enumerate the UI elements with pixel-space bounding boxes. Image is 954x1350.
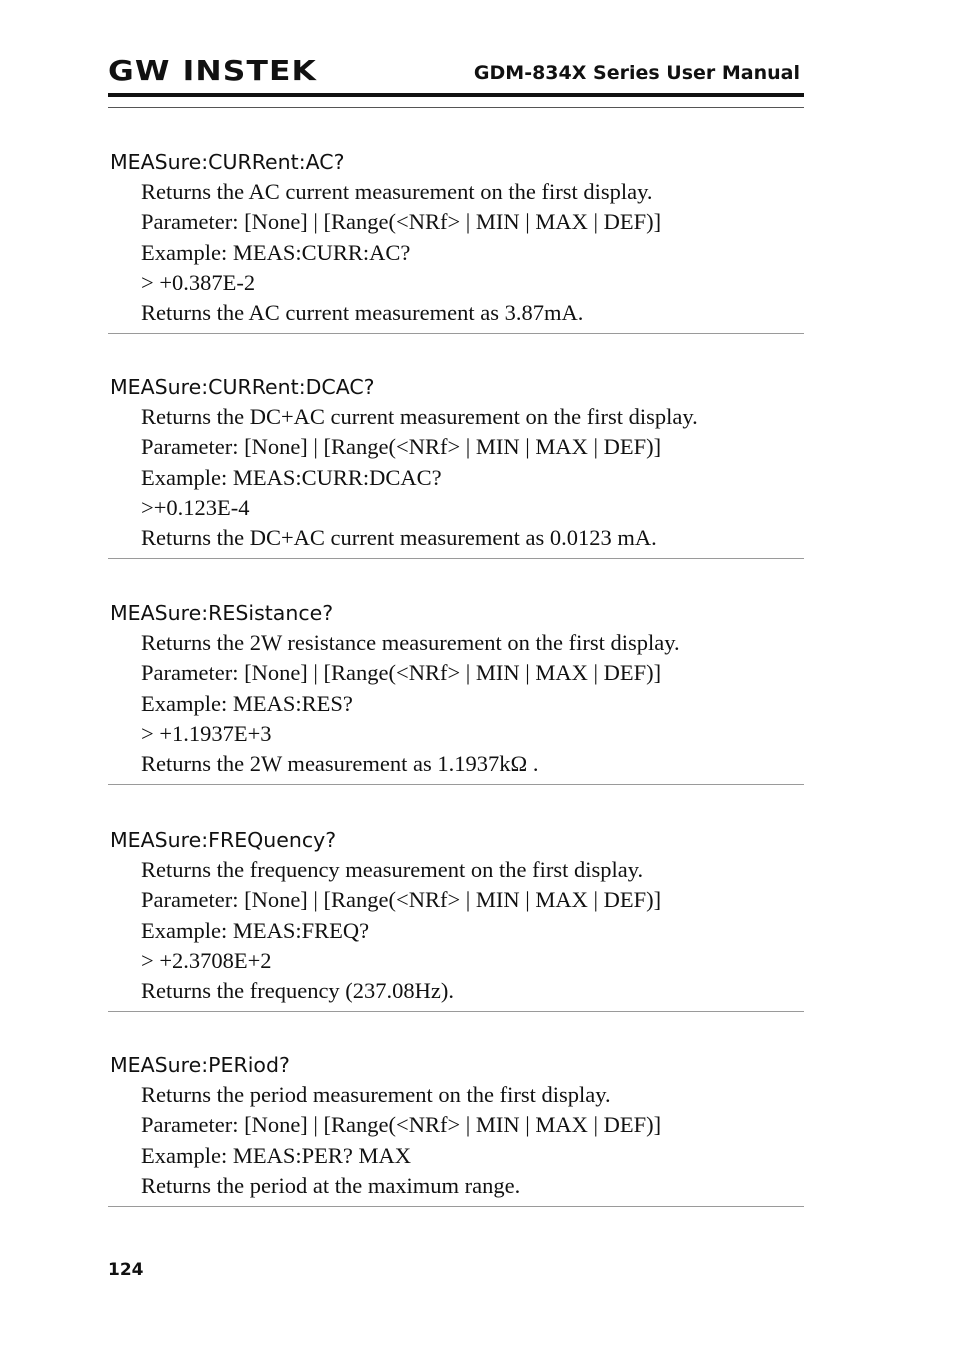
header-rule-thin <box>108 107 804 108</box>
header-rule-thick <box>108 93 804 97</box>
parameter-line: Parameter: [None] | [Range(<NRf> | MIN | MAX | DEF)] <box>141 209 662 235</box>
response-line: > +2.3708E+2 <box>141 947 272 973</box>
manual-title: GDM-834X Series User Manual <box>473 62 800 84</box>
parameter-line: Parameter: [None] | [Range(<NRf> | MIN | MAX | DEF)] <box>141 887 662 913</box>
section-divider <box>108 1206 804 1207</box>
page-number: 124 <box>108 1260 144 1280</box>
description-line: Returns the frequency measurement on the first display. <box>141 857 644 882</box>
example-line: Example: MEAS:FREQ? <box>141 917 370 943</box>
description-line: Returns the DC+AC current measurement on the first display. <box>141 404 698 429</box>
explanation-line: Returns the AC current measurement as 3.87mA. <box>141 300 584 326</box>
command-heading: MEASure:CURRent:DCAC? <box>110 375 375 399</box>
command-heading: MEASure:PERiod? <box>110 1053 290 1077</box>
explanation-line: Returns the DC+AC current measurement as 0.0123 mA. <box>141 525 657 551</box>
example-line: Example: MEAS:RES? <box>141 690 353 716</box>
page-header <box>108 52 804 110</box>
description-line: Returns the AC current measurement on the first display. <box>141 179 653 204</box>
section-divider <box>108 558 804 559</box>
parameter-line: Parameter: [None] | [Range(<NRf> | MIN | MAX | DEF)] <box>141 660 662 686</box>
example-line: Example: MEAS:CURR:DCAC? <box>141 464 442 490</box>
command-section-meas-freq <box>108 825 804 1012</box>
command-heading: MEASure:FREQuency? <box>110 828 337 852</box>
response-line: > +1.1937E+3 <box>141 720 272 746</box>
response-line: > +0.387E-2 <box>141 269 256 295</box>
command-heading: MEASure:CURRent:AC? <box>110 150 345 174</box>
explanation-line: Returns the period at the maximum range. <box>141 1172 521 1198</box>
description-line: Returns the 2W resistance measurement on the first display. <box>141 630 680 655</box>
command-section-meas-per <box>108 1050 804 1207</box>
description-line: Returns the period measurement on the first display. <box>141 1082 611 1107</box>
section-divider <box>108 1011 804 1012</box>
command-heading: MEASure:RESistance? <box>110 601 334 625</box>
explanation-line: Returns the frequency (237.08Hz). <box>141 978 455 1004</box>
command-section-meas-curr-ac <box>108 147 804 334</box>
response-line: >+0.123E-4 <box>141 494 250 520</box>
command-section-meas-res <box>108 598 804 785</box>
section-divider <box>108 333 804 334</box>
example-line: Example: MEAS:CURR:AC? <box>141 239 411 265</box>
command-section-meas-curr-dcac <box>108 372 804 559</box>
example-line: Example: MEAS:PER? MAX <box>141 1142 411 1168</box>
explanation-line: Returns the 2W measurement as 1.1937kΩ . <box>141 751 539 777</box>
parameter-line: Parameter: [None] | [Range(<NRf> | MIN | MAX | DEF)] <box>141 1112 662 1138</box>
parameter-line: Parameter: [None] | [Range(<NRf> | MIN | MAX | DEF)] <box>141 434 662 460</box>
section-divider <box>108 784 804 785</box>
brand-logo: GW INSTEK <box>108 54 317 87</box>
